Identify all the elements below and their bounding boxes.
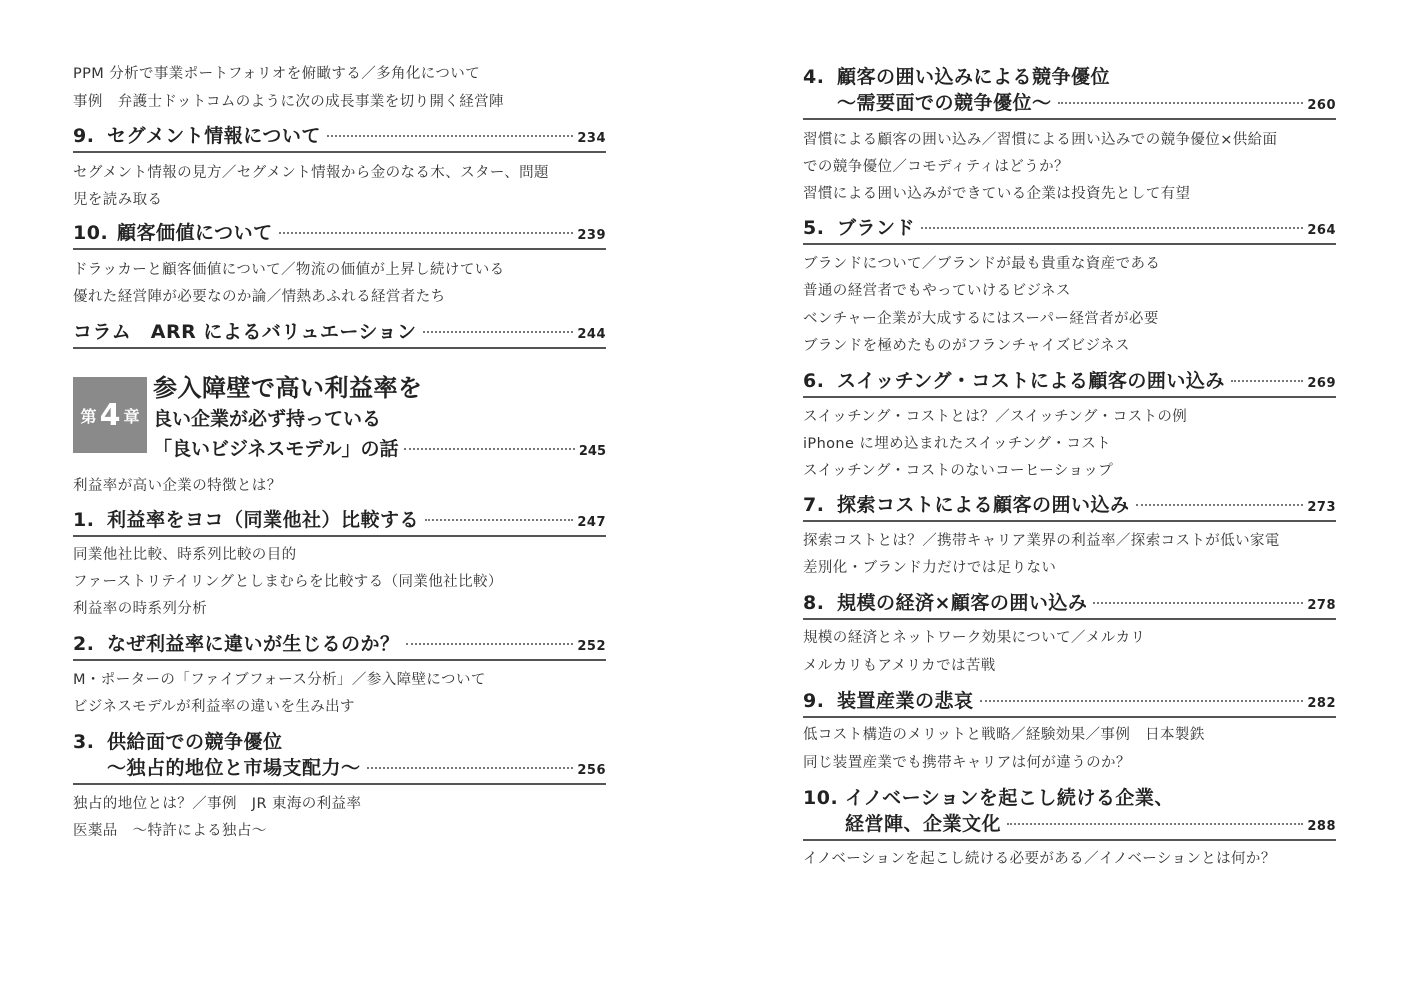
leader-dots — [327, 135, 573, 137]
toc-line: 差別化・ブランド力だけでは足りない — [803, 560, 1057, 576]
section-rule — [803, 243, 1336, 245]
section-number: 1. — [73, 509, 95, 531]
toc-section-5[interactable] — [803, 215, 1336, 244]
section-title-2: ～需要面での競争優位～ — [837, 92, 1052, 114]
leader-dots — [406, 643, 574, 645]
toc-line: ファーストリテイリングとしまむらを比較する（同業他社比較） — [73, 574, 503, 590]
section-title: 利益率をヨコ（同業他社）比較する — [107, 509, 420, 531]
page-number: 288 — [1307, 819, 1336, 834]
section-title: 装置産業の悲哀 — [837, 690, 974, 712]
toc-section-9[interactable] — [73, 123, 606, 152]
toc-line: 探索コストとは？／携帯キャリア業界の利益率／探索コストが低い家電 — [803, 533, 1280, 549]
chapter-subtitle-line: 良い企業が必ず持っている — [153, 408, 382, 430]
section-rule — [73, 248, 606, 250]
toc-section-2[interactable] — [73, 631, 606, 660]
toc-line: M・ポーターの「ファイブフォース分析」／参入障壁について — [73, 672, 486, 688]
page-number: 244 — [577, 327, 606, 342]
toc-column[interactable] — [73, 319, 606, 348]
toc-line: 同業他社比較、時系列比較の目的 — [73, 547, 297, 563]
toc-line: ドラッカーと顧客価値について／物流の価値が上昇し続けている — [73, 262, 505, 278]
toc-line: 医薬品 ～特許による独占～ — [73, 823, 267, 839]
page-number: 260 — [1307, 98, 1336, 113]
page-number: 252 — [577, 639, 606, 654]
toc-line: PPM 分析で事業ポートフォリオを俯瞰する／多角化について — [73, 66, 481, 82]
leader-dots — [425, 519, 573, 521]
section-title: 供給面での競争優位 — [107, 731, 283, 753]
section-title: なぜ利益率に違いが生じるのか？ — [107, 633, 400, 655]
toc-line: ブランドを極めたものがフランチャイズビジネス — [803, 338, 1130, 354]
leader-dots — [1093, 602, 1303, 604]
chapter-prefix: 第 — [80, 406, 97, 426]
leader-dots — [1136, 504, 1304, 506]
page-number: 264 — [1307, 223, 1336, 238]
section-rule — [73, 659, 606, 661]
toc-line: 習慣による顧客の囲い込み／習慣による囲い込みでの競争優位×供給面 — [803, 132, 1278, 148]
toc-section-10-cont[interactable] — [803, 811, 1336, 840]
chapter-number: 4 — [99, 397, 121, 433]
toc-section-6[interactable] — [803, 368, 1336, 397]
page-number: 247 — [577, 515, 606, 530]
leader-dots — [1007, 823, 1303, 825]
section-number: 10. — [803, 787, 839, 809]
section-number: 10. — [73, 222, 109, 244]
chapter-suffix: 章 — [123, 406, 140, 426]
toc-section-3-cont[interactable] — [73, 755, 606, 784]
section-rule — [73, 783, 606, 785]
page-number: 282 — [1307, 696, 1336, 711]
toc-section-4[interactable] — [803, 64, 1336, 90]
toc-section-10[interactable] — [73, 220, 606, 249]
section-rule — [803, 618, 1336, 620]
section-title: 顧客の囲い込みによる競争優位 — [837, 66, 1111, 88]
chapter-subtitle-2[interactable] — [153, 434, 606, 461]
toc-line: 規模の経済とネットワーク効果について／メルカリ — [803, 630, 1146, 646]
section-title: 探索コストによる顧客の囲い込み — [837, 494, 1130, 516]
section-title: ブランド — [837, 217, 916, 239]
toc-line: 低コスト構造のメリットと戦略／経験効果／事例 日本製鉄 — [803, 727, 1205, 743]
section-rule — [803, 839, 1336, 841]
toc-line: 同じ装置産業でも携帯キャリアは何が違うのか？ — [803, 755, 1131, 771]
toc-section-1[interactable] — [73, 507, 606, 536]
toc-section-9[interactable] — [803, 688, 1336, 717]
chapter-badge — [73, 377, 147, 453]
toc-line: 習慣による囲い込みができている企業は投資先として有望 — [803, 186, 1191, 202]
toc-line: ベンチャー企業が大成するにはスーパー経営者が必要 — [803, 311, 1159, 327]
page-number: 239 — [577, 228, 606, 243]
toc-line: iPhone に埋め込まれたスイッチング・コスト — [803, 436, 1112, 452]
toc-line: ブランドについて／ブランドが最も貴重な資産である — [803, 256, 1161, 272]
section-rule — [73, 535, 606, 537]
toc-line: 利益率が高い企業の特徴とは？ — [73, 478, 282, 494]
section-title: スイッチング・コストによる顧客の囲い込み — [837, 370, 1225, 392]
toc-section-7[interactable] — [803, 492, 1336, 521]
page-number: 234 — [577, 131, 606, 146]
leader-dots — [921, 227, 1303, 229]
toc-section-10[interactable] — [803, 785, 1336, 811]
section-number: 3. — [73, 731, 95, 753]
page-number: 256 — [577, 763, 606, 778]
section-rule — [73, 347, 606, 349]
section-number: 2. — [73, 633, 95, 655]
toc-line: スイッチング・コストのないコーヒーショップ — [803, 463, 1114, 479]
section-rule — [803, 716, 1336, 718]
toc-line: 優れた経営陣が必要なのか論／情熱あふれる経営者たち — [73, 289, 446, 305]
toc-line: 独占的地位とは？／事例 JR 東海の利益率 — [73, 796, 362, 812]
section-title: セグメント情報について — [107, 125, 321, 147]
toc-line: イノベーションを起こし続ける必要がある／イノベーションとは何か？ — [803, 851, 1276, 867]
section-rule — [803, 118, 1336, 120]
toc-line: セグメント情報の見方／セグメント情報から金のなる木、スター、問題 — [73, 165, 549, 181]
page-number: 245 — [578, 444, 606, 459]
toc-line: ビジネスモデルが利益率の違いを生み出す — [73, 699, 355, 715]
section-number: 9. — [73, 125, 95, 147]
leader-dots — [279, 232, 574, 234]
section-number: 6. — [803, 370, 825, 392]
section-title-2: 経営陣、企業文化 — [845, 813, 1002, 835]
leader-dots — [404, 448, 574, 450]
toc-line: 事例 弁護士ドットコムのように次の成長事業を切り開く経営陣 — [73, 94, 504, 110]
section-title: 規模の経済×顧客の囲い込み — [837, 592, 1088, 614]
section-rule — [73, 151, 606, 153]
chapter-subtitle — [153, 404, 606, 431]
page-number: 278 — [1307, 598, 1336, 613]
section-number: 4. — [803, 66, 825, 88]
leader-dots — [1231, 380, 1303, 382]
toc-line: メルカリもアメリカでは苦戦 — [803, 658, 996, 674]
toc-section-4-cont[interactable] — [803, 90, 1336, 119]
toc-line: スイッチング・コストとは？／スイッチング・コストの例 — [803, 409, 1188, 425]
section-rule — [803, 520, 1336, 522]
section-number: 8. — [803, 592, 825, 614]
page-number: 269 — [1307, 376, 1336, 391]
toc-section-3[interactable] — [73, 729, 606, 755]
leader-dots — [423, 331, 574, 333]
leader-dots — [1058, 102, 1304, 104]
chapter-subtitle-line: 「良いビジネスモデル」の話 — [153, 438, 399, 460]
chapter-title: 参入障壁で高い利益率を — [153, 374, 423, 402]
toc-line: 利益率の時系列分析 — [73, 601, 208, 617]
section-title: イノベーションを起こし続ける企業、 — [845, 787, 1174, 809]
section-number: 9. — [803, 690, 825, 712]
section-rule — [803, 396, 1336, 398]
toc-line: 普通の経営者でもやっていけるビジネス — [803, 283, 1071, 299]
toc-line: での競争優位／コモディティはどうか？ — [803, 159, 1069, 175]
section-number: 5. — [803, 217, 825, 239]
section-title-2: ～独占的地位と市場支配力～ — [107, 757, 361, 779]
toc-section-8[interactable] — [803, 590, 1336, 619]
leader-dots — [980, 700, 1304, 702]
toc-line: 児を読み取る — [73, 192, 163, 208]
page-number: 273 — [1307, 500, 1336, 515]
leader-dots — [367, 767, 574, 769]
section-number: 7. — [803, 494, 825, 516]
section-title: 顧客価値について — [117, 222, 273, 244]
column-title: コラム ARR によるバリュエーション — [73, 321, 417, 343]
